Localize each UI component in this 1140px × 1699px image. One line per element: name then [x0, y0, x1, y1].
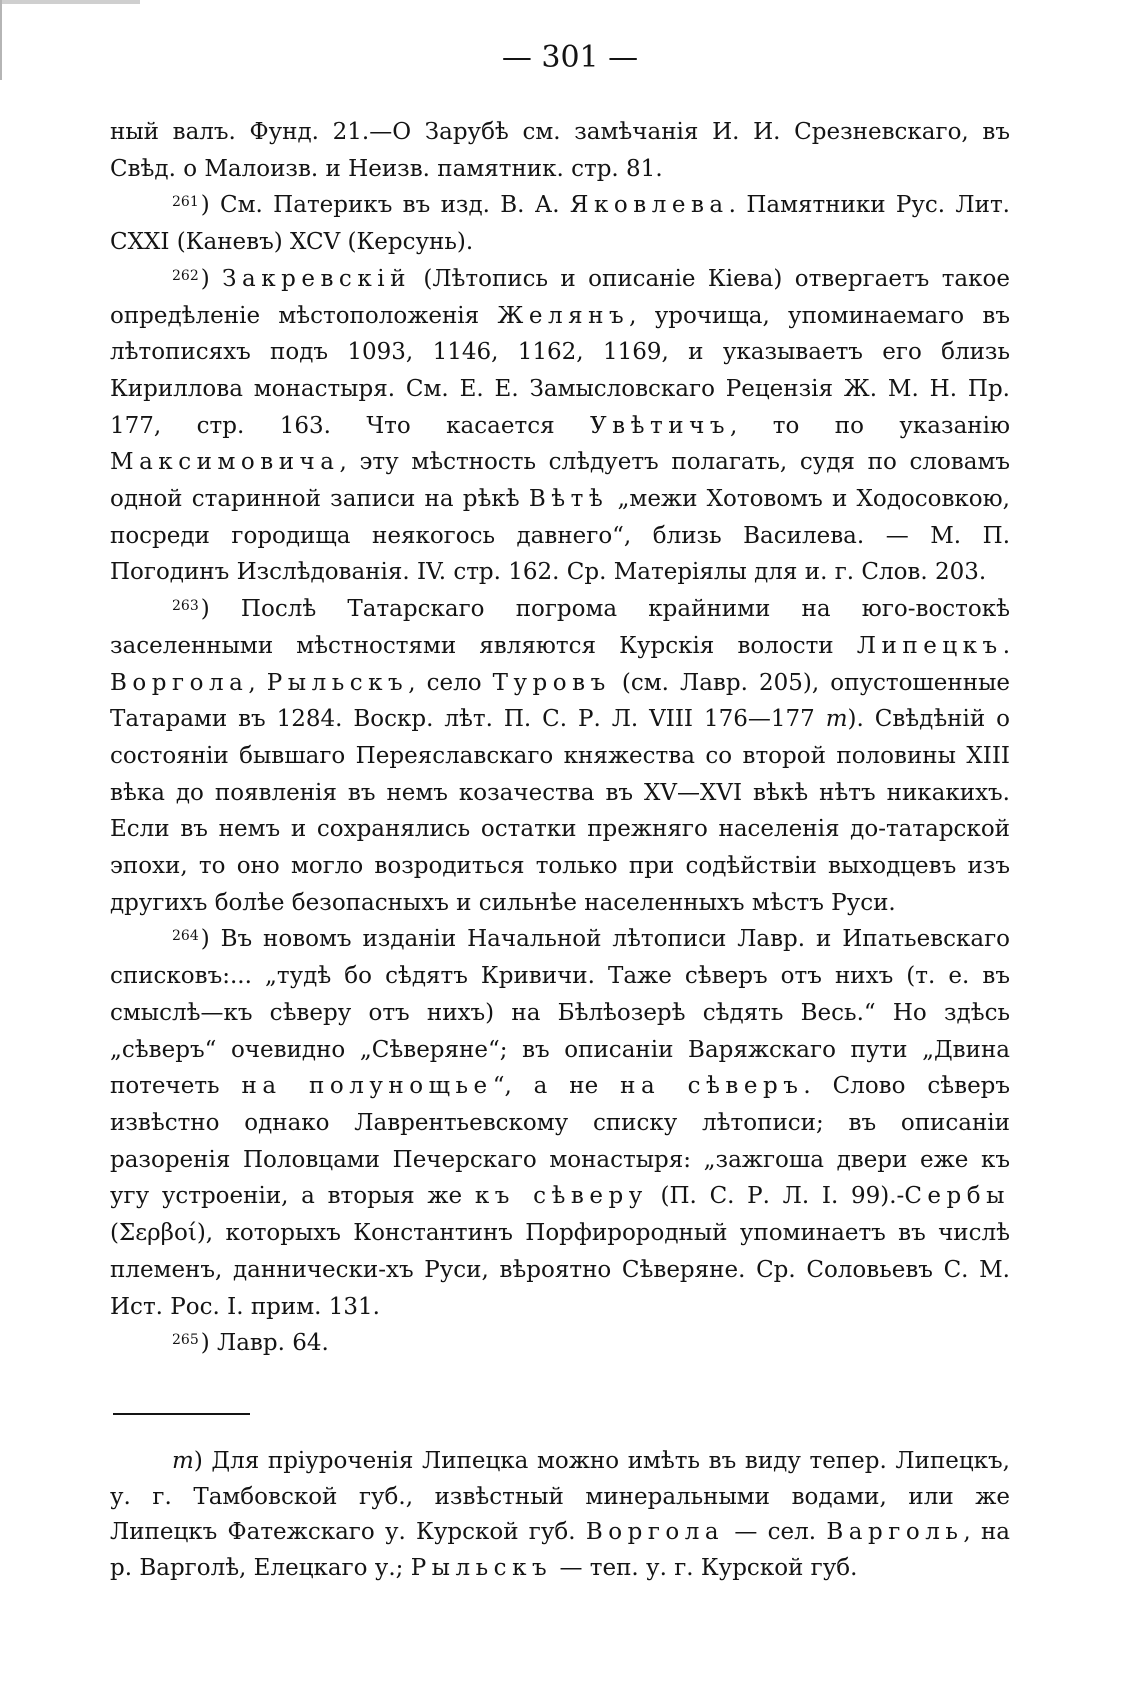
- spaced-name: Рыльскъ: [266, 669, 409, 696]
- spaced-name: Сербы: [904, 1183, 1010, 1210]
- note-text: ). Свѣдѣній о состояніи бывшаго Переяславскаго княжества со второй половины XIII вѣка до появленія въ немъ козачества въ XV—XVI вѣкѣ нѣтъ никакихъ. Если въ немъ и сохранялись остатки прежняго населенія до-татарской эпохи, то оно могло возродиться только при содѣйствіи выходцевъ изъ другихъ болѣе безопасныхъ и сильнѣе населенныхъ мѣстъ Руси.: [110, 706, 1010, 916]
- note-262: [110, 261, 1010, 591]
- note-number: 261: [172, 194, 199, 211]
- continuation-paragraph: [110, 114, 1010, 187]
- note-263: [110, 591, 1010, 921]
- spaced-name: Увѣтичъ: [590, 412, 731, 439]
- note-text: (см. Лавр. 205), опустошенные Татарами въ 1284. Воскр. лѣт. П. С. Р. Л. VIII 176—177: [110, 669, 1010, 733]
- note-text: ): [200, 265, 223, 292]
- footnote-text: , на р. Варголѣ, Елецкаго у.;: [110, 1519, 1010, 1581]
- note-text: ) Въ новомъ изданіи Начальной лѣтописи Лавр. и Ипатьевскаго списковъ:... „тудѣ бо сѣдятъ Кривичи. Таже сѣверъ отъ нихъ (т. е. въ смыслѣ—къ сѣверу отъ нихъ) на Бѣлѣозерѣ сѣдять Весь.“ Но здѣсь „сѣверъ“ очевидно „Сѣверяне“; въ описаніи Варяжскаго пути „Двина потечеть: [110, 926, 1010, 1100]
- spaced-name: на полунощье: [241, 1073, 493, 1100]
- spaced-name: къ сѣверу: [474, 1183, 648, 1210]
- spaced-name: Варголь: [826, 1519, 964, 1545]
- spaced-name: Воргола: [110, 669, 249, 696]
- footnote-text: — сел.: [724, 1519, 827, 1545]
- spaced-name: Воргола: [585, 1519, 725, 1545]
- footnote-text: — теп. у. г. Курской губ.: [552, 1554, 858, 1581]
- note-text: . Памятники Рус. Лит. CXXI (Каневъ) XCV (Керсунь).: [110, 192, 1010, 256]
- footnote-marker: т: [172, 1448, 194, 1474]
- note-text: (П. С. Р. Л. I. 99).-: [647, 1183, 905, 1210]
- note-261: [110, 187, 1010, 260]
- spaced-name: Закревскій: [222, 265, 411, 292]
- note-text: ,: [248, 669, 267, 696]
- note-number: 262: [172, 267, 199, 284]
- page-number: — 301 —: [501, 40, 639, 75]
- note-text: (Лѣтопись и описаніе Кіева) отвергаетъ такое опредѣленіе мѣстоположенія: [110, 265, 1010, 329]
- spaced-name: Максимовича: [110, 449, 340, 476]
- note-text: (Σερβοί), которыхъ Константинъ Порфирородный упоминаетъ въ числѣ племенъ, даннически-хъ Руси, вѣроятно Сѣверяне. Ср. Соловьевъ С. М. Ист. Рос. I. прим. 131.: [110, 1220, 1010, 1320]
- footnote-reference: т: [825, 706, 848, 733]
- note-text: , то по указанію: [730, 412, 1010, 439]
- paragraph-text: ный валъ. Фунд. 21.—О Зарубѣ см. замѣчанія И. И. Срезневскаго, въ Свѣд. о Малоизв. и Неизв. памятник. стр. 81.: [110, 119, 1010, 182]
- note-text: „межи Хотовомъ и Ходосовкою, посреди городища неякогось давнего“, близь Василева. — М. П. Погодинъ Изслѣдованія. IV. стр. 162. Ср. Матеріялы для и. г. Слов. 203.: [110, 486, 1010, 586]
- note-text: ) Послѣ Татарскаго погрома крайними на юго-востокѣ заселенными мѣстностями являются Курскія волости: [110, 596, 1010, 659]
- note-number: 264: [172, 928, 199, 945]
- note-number: 263: [172, 598, 199, 615]
- note-text: ) Лавр. 64.: [200, 1330, 329, 1357]
- footnote-block: [110, 1444, 1010, 1586]
- note-number: 265: [172, 1332, 199, 1349]
- main-text: [110, 114, 1010, 1362]
- spaced-name: Желянъ: [497, 302, 630, 329]
- note-text: ) См. Патерикъ въ изд. В. А.: [200, 192, 570, 219]
- note-text: , урочища, упоминаемаго въ лѣтописяхъ подъ 1093, 1146, 1162, 1169, и указываетъ его близь Кириллова монастыря. См. Е. Е. Замысловскаго Рецензія Ж. М. Н. Пр. 177, стр. 163. Что касается: [110, 302, 1010, 439]
- note-text: , эту мѣстность слѣдуетъ полагать, судя по словамъ одной старинной записи на рѣкѣ: [110, 449, 1010, 513]
- spaced-name: Яковлева: [569, 192, 729, 219]
- spaced-name: Вѣтѣ: [528, 486, 609, 513]
- footnote-divider: [113, 1413, 250, 1415]
- spaced-name: Липецкъ: [856, 632, 1003, 659]
- scan-edge-mark: [0, 0, 140, 4]
- footnote-t: [110, 1444, 1010, 1586]
- spaced-name: Рыльскъ: [410, 1554, 553, 1581]
- note-text: , село: [408, 669, 493, 696]
- spaced-name: Туровъ: [492, 669, 611, 696]
- spaced-name: на сѣверъ: [620, 1073, 804, 1100]
- note-text: . Слово сѣверъ извѣстно однако Лаврентьевскому списку лѣтописи; въ описаніи разоренія Половцами Печерскаго монастыря: „зажгоша двери еже къ угу устроеніи, а вторыя же: [110, 1073, 1011, 1210]
- note-text: “, а не: [492, 1073, 621, 1100]
- footnote-text: ) Для пріуроченія Липецка можно имѣть въ виду тепер. Липецкъ, у. г. Тамбовской губ., извѣстный минеральными водами, или же Липецкъ Фатежскаго у. Курской губ.: [110, 1448, 1010, 1545]
- note-text: .: [1002, 632, 1010, 659]
- note-264: [110, 921, 1010, 1325]
- note-265: [110, 1325, 1010, 1362]
